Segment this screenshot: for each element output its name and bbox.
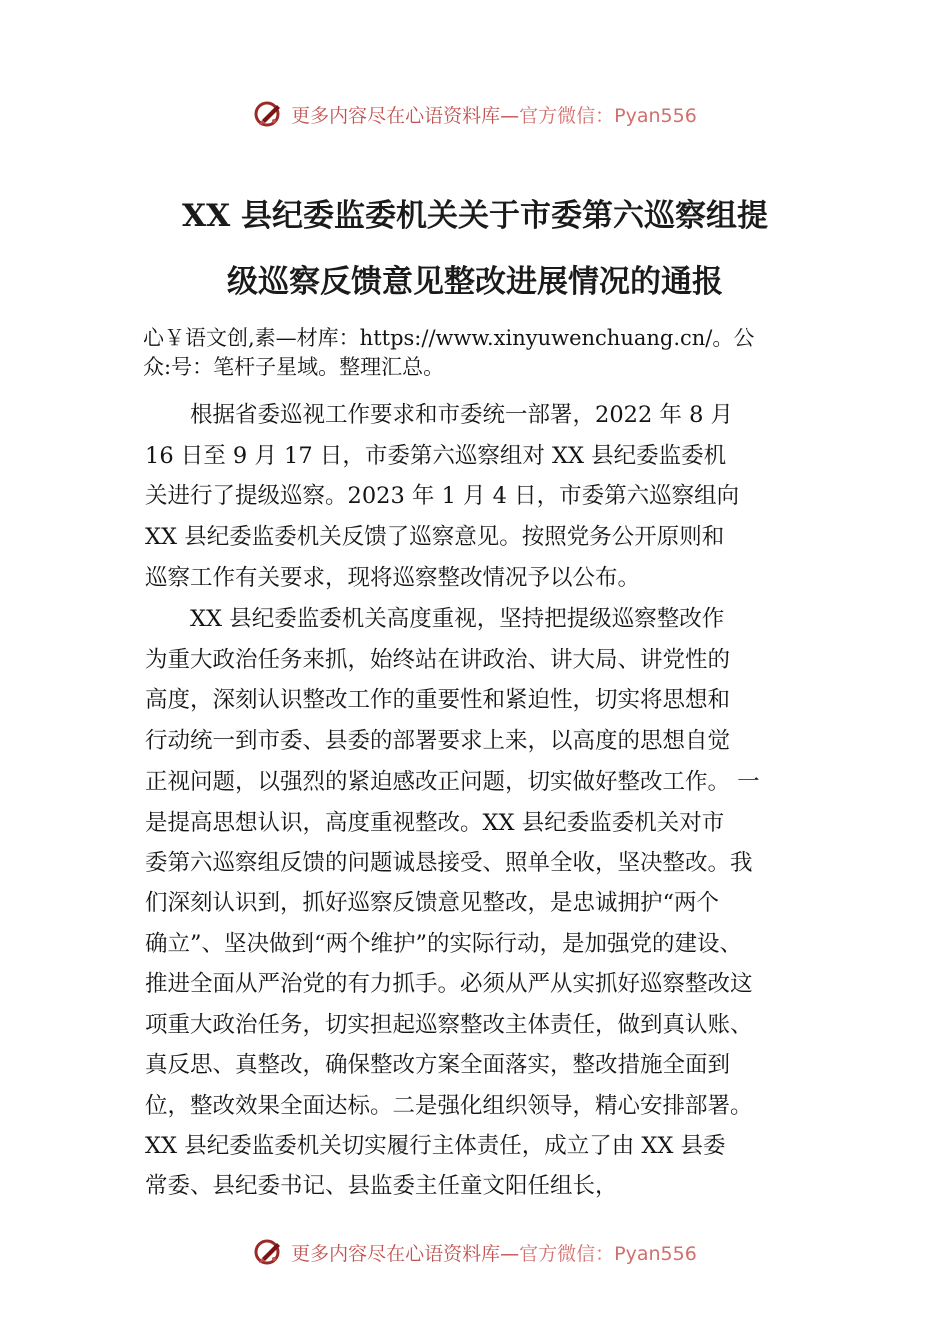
document-title-line-2: 级巡察反馈意见整改进展情况的通报: [227, 264, 723, 300]
body-line: 确立”、坚决做到“两个维护”的实际行动，是加强党的建设、: [145, 931, 743, 957]
body-line: XX 县纪委监委机关切实履行主体责任，成立了由 XX 县委: [145, 1133, 726, 1159]
body-line: 巡察工作有关要求，现将巡察整改情况予以公布。: [145, 565, 641, 591]
body-line: 16 日至 9 月 17 日，市委第六巡察组对 XX 县纪委监委机: [145, 443, 727, 469]
body-line: 委第六巡察组反馈的问题诚恳接受、照单全收，坚决整改。我: [145, 850, 753, 876]
body-line: 根据省委巡视工作要求和市委统一部署，2022 年 8 月: [145, 402, 734, 428]
body-line: 们深刻认识到，抓好巡察反馈意见整改，是忠诚拥护“两个: [145, 890, 720, 916]
banner-text: 更多内容尽在心语资料库—: [291, 1242, 520, 1265]
body-line: 常委、县纪委书记、县监委主任童文阳任组长，: [145, 1173, 618, 1199]
body-line: XX 县纪委监委机关反馈了巡察意见。按照党务公开原则和: [145, 524, 725, 550]
body-line: 关进行了提级巡察。2023 年 1 月 4 日，市委第六巡察组向: [145, 483, 740, 509]
body-line: 推进全面从严治党的有力抓手。必须从严从实抓好巡察整改这: [145, 971, 753, 997]
banner-text: 更多内容尽在心语资料库—: [291, 104, 520, 127]
body-line: 为重大政治任务来抓，始终站在讲政治、讲大局、讲党性的: [145, 647, 731, 673]
body-line: XX 县纪委监委机关高度重视，坚持把提级巡察整改作: [145, 606, 725, 632]
banner-wechat: 官方微信：Pyan556: [519, 104, 697, 127]
body-line: 真反思、真整改，确保整改方案全面落实，整改措施全面到: [145, 1052, 731, 1078]
body-line: 高度，深刻认识整改工作的重要性和紧迫性，切实将思想和: [145, 687, 731, 713]
footer-banner: [0, 1232, 950, 1272]
body-line: 项重大政治任务，切实担起巡察整改主体责任，做到真认账、: [145, 1012, 753, 1038]
banner-wechat: 官方微信：Pyan556: [519, 1242, 697, 1265]
source-line: 众:号：笔杆子星域。整理汇总。: [143, 355, 445, 379]
source-line: 心￥语文创,素—材库：https://www.xinyuwenchuang.cn/。公: [143, 326, 755, 350]
body-line: 行动统一到市委、县委的部署要求上来，以高度的思想自觉: [145, 728, 731, 754]
header-banner: [0, 94, 950, 134]
body-line: 正视问题，以强烈的紧迫感改正问题，切实做好整改工作。 一: [145, 769, 760, 795]
pen-logo-icon: [253, 1237, 283, 1267]
body-line: 位，整改效果全面达标。二是强化组织领导，精心安排部署。: [145, 1093, 753, 1119]
document-title-line-1: XX 县纪委监委机关关于市委第六巡察组提: [182, 198, 768, 234]
body-line: 是提高思想认识，高度重视整改。XX 县纪委监委机关对市: [145, 810, 725, 836]
pen-logo-icon: [253, 99, 283, 129]
